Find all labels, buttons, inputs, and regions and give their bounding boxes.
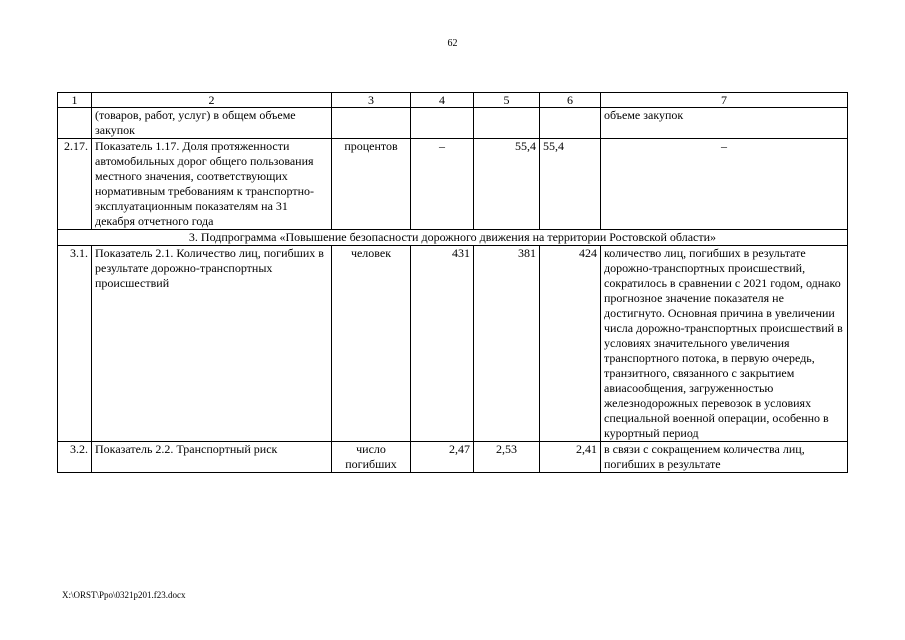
value-cell: 431 bbox=[411, 246, 474, 442]
row-number: 2.17. bbox=[58, 139, 92, 230]
value-cell bbox=[474, 108, 540, 139]
value-cell: 55,4 bbox=[474, 139, 540, 230]
header-cell: 3 bbox=[332, 93, 411, 108]
section-title: 3. Подпрограмма «Повышение безопасности дорожного движения на территории Ростовской области» bbox=[58, 230, 848, 246]
page-number: 62 bbox=[447, 38, 458, 49]
table-row bbox=[58, 442, 848, 473]
value-cell bbox=[411, 108, 474, 139]
indicator-cell: Показатель 2.1. Количество лиц, погибших в результате дорожно-транспортных происшествий bbox=[92, 246, 332, 442]
row-number bbox=[58, 108, 92, 139]
section-row bbox=[58, 230, 848, 246]
value-cell: 2,41 bbox=[540, 442, 601, 473]
file-path-footer: X:\ORST\Ppo\0321p201.f23.docx bbox=[62, 590, 186, 600]
header-cell: 6 bbox=[540, 93, 601, 108]
value-cell: 424 bbox=[540, 246, 601, 442]
value-cell: 381 bbox=[474, 246, 540, 442]
note-cell: – bbox=[601, 139, 848, 230]
indicator-cell: Показатель 2.2. Транспортный риск bbox=[92, 442, 332, 473]
note-cell: в связи с сокращением количества лиц, погибших в результате bbox=[601, 442, 848, 473]
table-row bbox=[58, 108, 848, 139]
value-cell: – bbox=[411, 139, 474, 230]
value-cell: 2,53 bbox=[474, 442, 540, 473]
header-cell: 4 bbox=[411, 93, 474, 108]
indicator-cell: (товаров, работ, услуг) в общем объеме закупок bbox=[92, 108, 332, 139]
note-cell: объеме закупок bbox=[601, 108, 848, 139]
header-cell: 1 bbox=[58, 93, 92, 108]
unit-cell bbox=[332, 108, 411, 139]
note-cell: количество лиц, погибших в результате дорожно-транспортных происшествий, сократилось в сравнении с 2021 годом, однако прогнозное значение показателя не достигнуто. Основная причина в увеличении числа дорожно-транспортных происшествий в условиях значительного увеличения транспортного потока, в первую очередь, транзитного, связанного с закрытием авиасообщения, загруженностью железнодорожных перевозок в условиях специальной военной операции, особенно в курортный период bbox=[601, 246, 848, 442]
table-row bbox=[58, 139, 848, 230]
value-cell: 55,4 bbox=[540, 139, 601, 230]
unit-cell: человек bbox=[332, 246, 411, 442]
indicator-cell: Показатель 1.17. Доля протяженности автомобильных дорог общего пользования местного значения, соответствующих нормативным требованиям к транспортно-эксплуатационным показателям на 31 декабря отчетного года bbox=[92, 139, 332, 230]
value-cell bbox=[540, 108, 601, 139]
header-cell: 5 bbox=[474, 93, 540, 108]
row-number: 3.2. bbox=[58, 442, 92, 473]
header-cell: 7 bbox=[601, 93, 848, 108]
unit-cell: процентов bbox=[332, 139, 411, 230]
header-cell: 2 bbox=[92, 93, 332, 108]
report-table bbox=[57, 92, 848, 473]
unit-cell: число погибших bbox=[332, 442, 411, 473]
header-row bbox=[58, 93, 848, 108]
table-row bbox=[58, 246, 848, 442]
row-number: 3.1. bbox=[58, 246, 92, 442]
value-cell: 2,47 bbox=[411, 442, 474, 473]
